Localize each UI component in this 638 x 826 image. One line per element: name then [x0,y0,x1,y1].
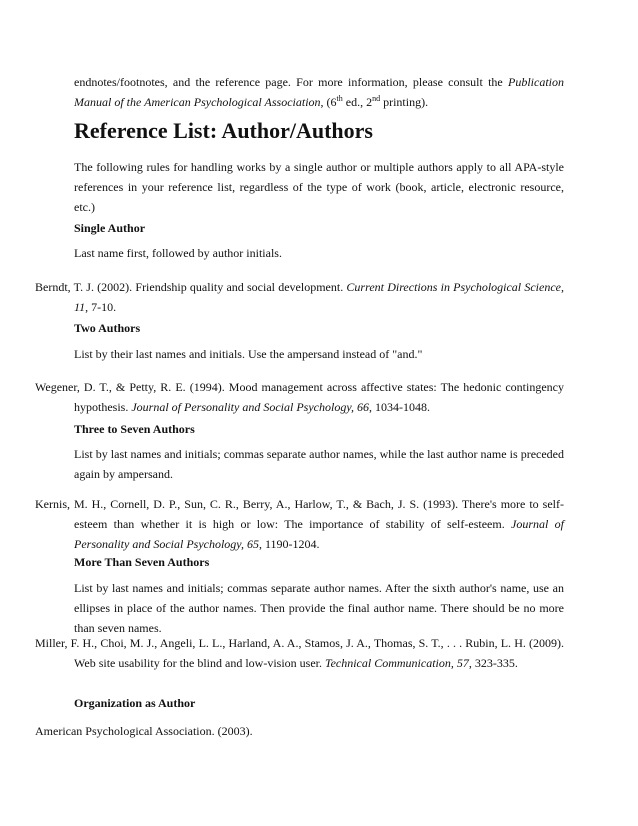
two-authors-heading: Two Authors [74,321,141,335]
two-authors-rule: List by their last names and initials. Use the ampersand instead of "and." [74,347,423,361]
more-than-seven-heading: More Than Seven Authors [74,555,210,569]
organization-heading: Organization as Author [74,696,196,710]
rules-intro-paragraph: The following rules for handling works by a single author or multiple authors apply to all APA-style references in your reference list, regardless of the type of work (book, article, electronic resource, etc.) [74,160,564,214]
single-author-heading: Single Author [74,221,146,235]
two-authors-reference: Wegener, D. T., & Petty, R. E. (1994). Mood management across affective states: The hedonic contingency hypothesis. Journal of Personality and Social Psychology, 66, 1034-1048. [35,380,564,414]
three-to-seven-reference: Kernis, M. H., Cornell, D. P., Sun, C. R., Berry, A., Harlow, T., & Bach, J. S. (1993). There's more to self-esteem than whether it is high or low: The importance of stability of self-esteem. Journal of Personality and Social Psychology, 65, 1190-1204. [35,497,564,551]
three-to-seven-rule: List by last names and initials; commas separate author names, while the last author name is preceded again by ampersand. [74,447,564,481]
organization-reference: American Psychological Association. (2003). [35,724,253,738]
manual-title: Publication Manual of the American Psychological Association [74,75,564,109]
main-heading: Reference List: Author/Authors [74,118,373,143]
more-than-seven-rule: List by last names and initials; commas separate author names. After the sixth author's name, use an ellipses in place of the author names. Then provide the final author name. There should be no more than seven names. [74,581,564,635]
three-to-seven-heading: Three to Seven Authors [74,422,195,436]
intro-paragraph: endnotes/footnotes, and the reference page. For more information, please consult the Publication Manual of the American Psychological Association, (6th ed., 2nd printing). [74,75,564,109]
single-author-reference: Berndt, T. J. (2002). Friendship quality and social development. Current Directions in Psychological Science, 11, 7-10. [35,280,564,314]
more-than-seven-reference: Miller, F. H., Choi, M. J., Angeli, L. L., Harland, A. A., Stamos, J. A., Thomas, S. T., . . . Rubin, L. H. (2009). Web site usability for the blind and low-vision user. Technical Communication, 57, 323-335. [35,636,564,670]
single-author-rule: Last name first, followed by author initials. [74,246,282,260]
